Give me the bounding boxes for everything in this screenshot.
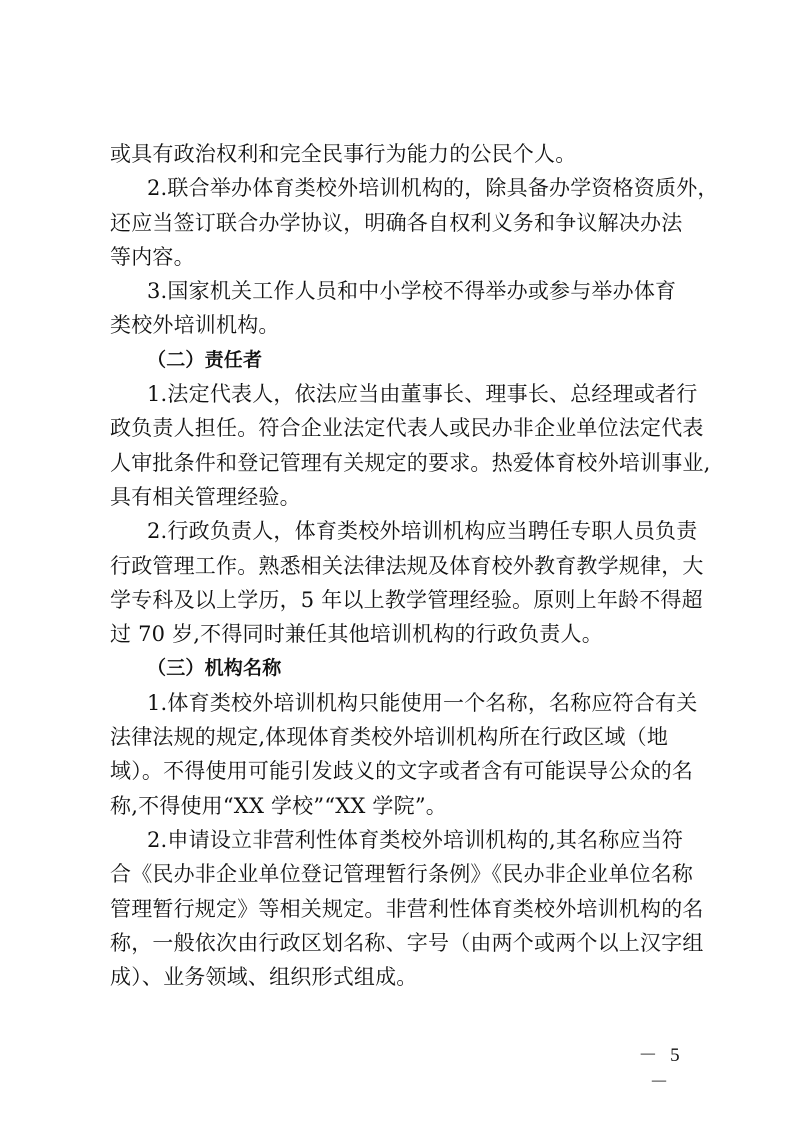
text-line: 政负责人担任。符合企业法定代表人或民办非企业单位法定代表: [110, 416, 704, 441]
page-number: － 5 －: [638, 1045, 684, 1093]
text-line: 等内容。: [110, 244, 195, 269]
text-line: 过 70 岁,不得同时兼任其他培训机构的行政负责人。: [110, 622, 603, 647]
section-heading: （二）责任者: [147, 348, 263, 371]
text-line: 称,不得使用“XX 学校”“XX 学院”。: [110, 793, 447, 818]
text-line: 管理暂行规定》等相关规定。非营利性体育类校外培训机构的名: [110, 896, 704, 921]
paragraph-start-line: 1.体育类校外培训机构只能使用一个名称，名称应符合有关: [147, 690, 698, 715]
paragraph-start-line: 1.法定代表人，依法应当由董事长、理事长、总经理或者行: [147, 382, 698, 407]
paragraph-start-line: 2.申请设立非营利性体育类校外培训机构的,其名称应当符: [147, 827, 684, 852]
paragraph-start-line: 3.国家机关工作人员和中小学校不得举办或参与举办体育: [147, 279, 677, 304]
text-line: 学专科及以上学历，5 年以上教学管理经验。原则上年龄不得超: [110, 587, 703, 612]
section-heading: （三）机构名称: [147, 657, 282, 680]
text-line: 类校外培训机构。: [110, 313, 280, 338]
document-body: [110, 137, 719, 994]
text-line: 或具有政治权利和完全民事行为能力的公民个人。: [110, 142, 577, 166]
text-line: 成）、业务领域、组织形式组成。: [110, 965, 418, 990]
text-line: 具有相关管理经验。: [110, 484, 301, 509]
paragraph-start-line: 2.联合举办体育类校外培训机构的，除具备办学资格资质外，: [147, 176, 719, 201]
text-line: 域）。不得使用可能引发歧义的文字或者含有可能误导公众的名: [110, 759, 694, 784]
text-line: 人审批条件和登记管理有关规定的要求。热爱体育校外培训事业,: [110, 450, 711, 475]
text-line: 合《民办非企业单位登记管理暂行条例》《民办非企业单位名称: [110, 862, 694, 887]
text-line: 法律法规的规定,体现体育类校外培训机构所在行政区域（地: [110, 725, 669, 750]
paragraph-start-line: 2.行政负责人，体育类校外培训机构应当聘任专职人员负责: [147, 519, 698, 544]
text-line: 还应当签订联合办学协议，明确各自权利义务和争议解决办法: [110, 210, 683, 235]
text-line: 行政管理工作。熟悉相关法律法规及体育校外教育教学规律，大: [110, 553, 704, 578]
text-line: 称，一般依次由行政区划名称、字号（由两个或两个以上汉字组: [110, 930, 704, 955]
